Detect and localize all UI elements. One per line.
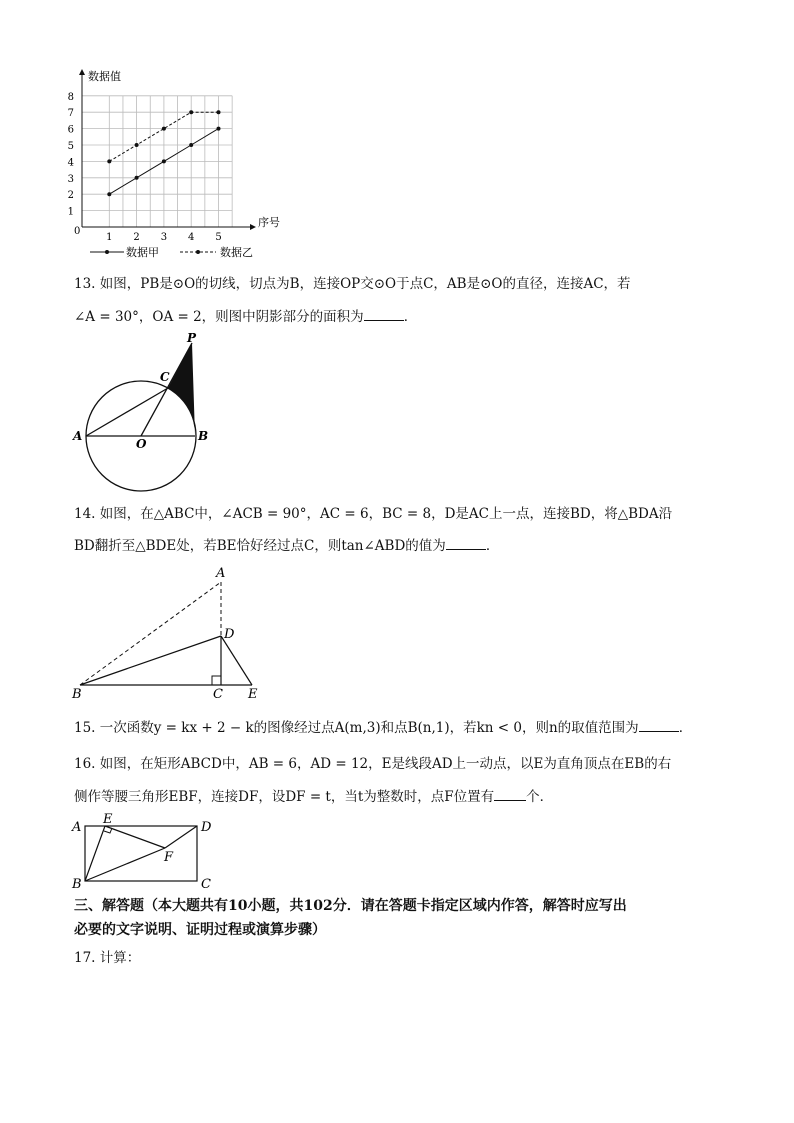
data-point [107, 159, 111, 163]
x-axis-title: 序号 [258, 216, 280, 229]
q15-line: 15. 一次函数y = kx + 2 − k的图像经过点A(m,3)和点B(n,1)，若kn < 0，则n的取值范围为 ． [74, 717, 692, 738]
q16-label-c: C [201, 877, 211, 892]
q14-triangle-figure [0, 560, 794, 700]
x-tick-label: 1 [106, 232, 113, 243]
legend-series-a: 数据甲 [126, 246, 159, 259]
q16-line1: 16. 如图，在矩形ABCD中，AB = 6，AD = 12，E是线段AD上一动点，以E为直角顶点在EB的右 [74, 756, 672, 772]
q16-label-f: F [164, 850, 174, 865]
legend-series-b: 数据乙 [220, 246, 253, 259]
q13-answer-blank[interactable] [364, 306, 404, 321]
y-tick-label: 2 [67, 190, 74, 202]
q16-label-b: B [72, 877, 82, 892]
data-point [162, 159, 166, 163]
y-tick-labels [68, 92, 74, 218]
q13-label-p: P [187, 331, 197, 345]
data-point [217, 127, 221, 131]
q14-label-e: E [248, 687, 258, 702]
q16-label-d: D [201, 820, 212, 835]
chart-axes [79, 69, 256, 230]
x-tick-label: 3 [160, 232, 168, 243]
y-tick-label: 4 [67, 157, 74, 169]
axis-origin-label: 0 [74, 226, 81, 237]
data-point [107, 192, 111, 196]
q13-circle-figure [0, 330, 794, 460]
q13-label-o: O [136, 437, 147, 451]
data-point [135, 176, 139, 180]
q14-answer-blank[interactable] [446, 535, 486, 550]
q17-line: 17. 计算： [74, 950, 141, 966]
line-chart [0, 0, 794, 270]
q16-label-e: E [103, 812, 113, 827]
q14-label-b: B [72, 687, 82, 702]
q16-rectangle-figure [0, 812, 794, 892]
q14-label-d: D [224, 627, 235, 642]
data-point [189, 110, 193, 114]
q13-label-c: C [160, 370, 170, 384]
q13-label-a: A [73, 429, 83, 443]
x-tick-labels [106, 232, 222, 243]
y-tick-label: 7 [67, 108, 74, 120]
q14-label-a: A [216, 566, 226, 581]
q14-line1: 14. 如图，在△ABC中，∠ACB = 90°，AC = 6，BC = 8，D是AC上一点，连接BD，将△BDA沿 [74, 506, 673, 522]
q14-label-c: C [213, 687, 223, 702]
q15-answer-blank[interactable] [639, 717, 679, 732]
y-tick-label: 3 [67, 173, 74, 185]
section3-heading-line2: 必要的文字说明、证明过程或演算步骤） [74, 922, 326, 938]
chart-grid [82, 96, 232, 227]
y-tick-label: 1 [67, 206, 74, 218]
q14-line2: BD翻折至△BDE处，若BE恰好经过点C，则tan∠ABD的值为 ． [74, 535, 499, 556]
q16-line2: 侧作等腰三角形EBF，连接DF，设DF = t，当t为整数时，点F位置有 个． [74, 786, 553, 807]
chart-legend [90, 245, 253, 259]
data-point [189, 143, 193, 147]
y-tick-label: 5 [67, 141, 74, 152]
y-tick-label: 8 [67, 91, 74, 103]
q13-line1: 13. 如图，PB是⊙O的切线，切点为B，连接OP交⊙O于点C，AB是⊙O的直径，连接AC，若 [74, 276, 631, 292]
y-axis-title: 数据值 [88, 70, 121, 83]
q16-answer-blank[interactable] [494, 786, 526, 801]
x-tick-label: 4 [188, 232, 195, 243]
section3-heading-line1: 三、解答题（本大题共有10小题，共102分．请在答题卡指定区域内作答，解答时应写出 [74, 898, 627, 914]
q13-label-b: B [198, 429, 209, 443]
data-point [217, 110, 221, 114]
y-tick-label: 6 [67, 124, 74, 136]
data-point [162, 127, 166, 131]
data-point [135, 143, 139, 147]
q16-label-a: A [72, 820, 82, 835]
q13-line2: ∠A = 30°，OA = 2，则图中阴影部分的面积为 ． [74, 306, 417, 327]
x-tick-label: 5 [215, 232, 222, 243]
x-tick-label: 2 [133, 232, 140, 243]
